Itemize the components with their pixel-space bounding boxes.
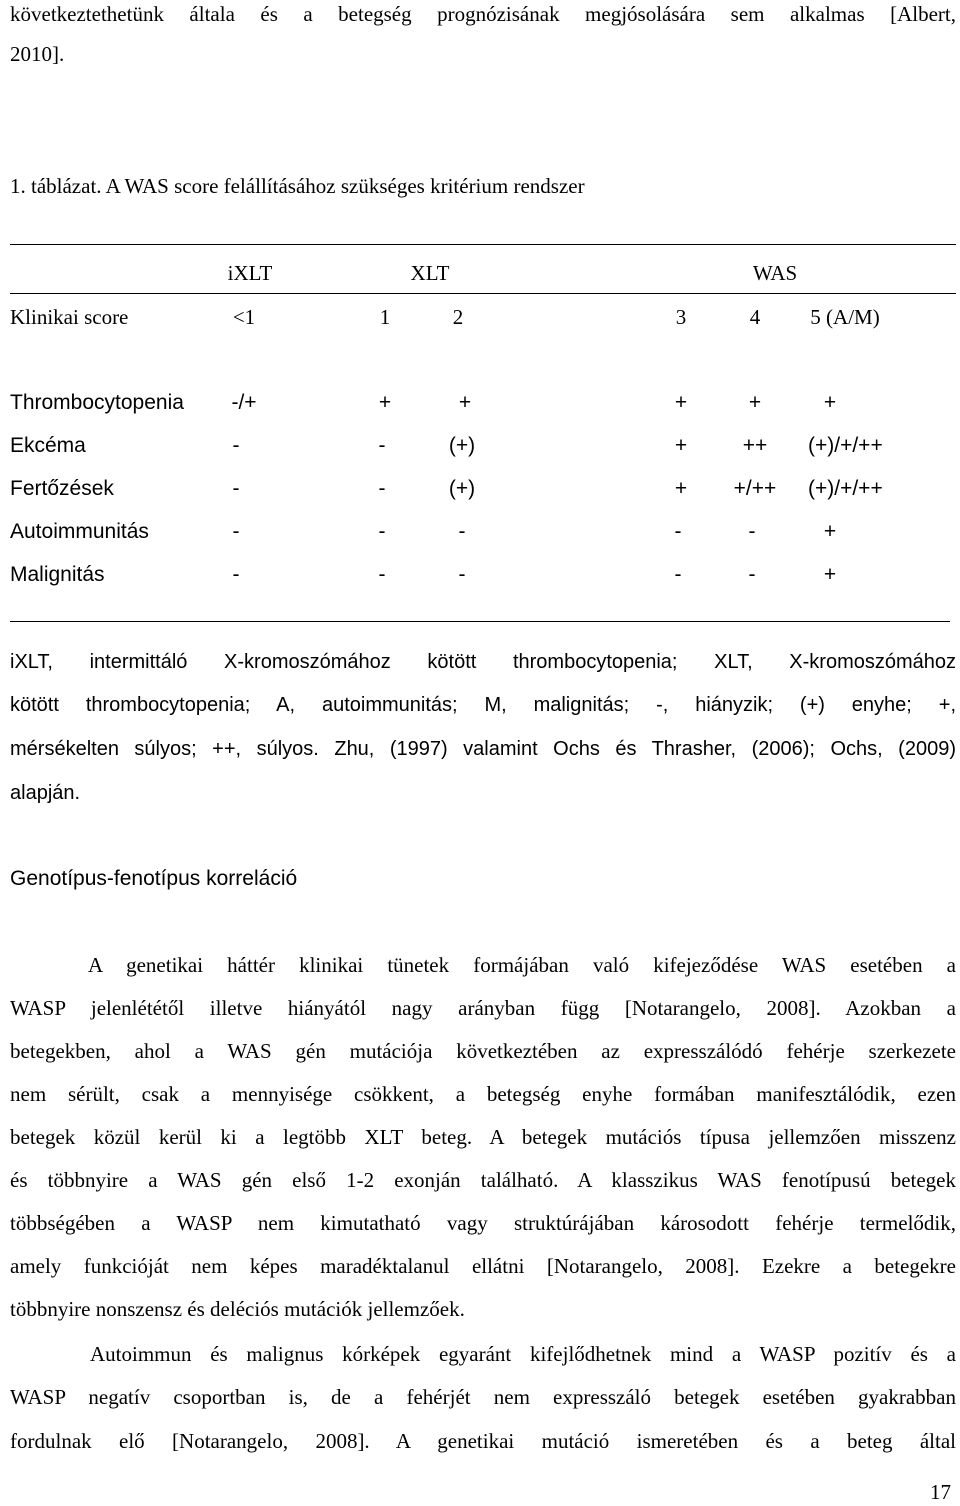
paragraph-1-line: nem sérült, csak a mennyisége csökkent, a betegség enyhe formában manifesztálódik, ezen: [10, 1082, 956, 1106]
table-cell: (+): [448, 477, 476, 500]
paragraph-1-line: amely funkcióját nem képes maradéktalanul ellátni [Notarangelo, 2008]. Ezekre a betegekre: [10, 1254, 956, 1278]
table-bottom-rule: [10, 621, 950, 622]
table-cell: -: [458, 520, 466, 543]
table-cell: -: [378, 520, 386, 543]
footnote-line-3: mérsékelten súlyos; ++, súlyos. Zhu, (1997) valamint Ochs és Thrasher, (2006); Ochs, (2009): [10, 738, 956, 760]
paragraph-1-line: WASP jelenlététől illetve hiányától nagy arányban függ [Notarangelo, 2008]. Azokban a: [10, 996, 956, 1020]
score-col-4: 3: [675, 305, 687, 329]
table-cell: +: [674, 477, 688, 500]
table-cell: +: [823, 520, 837, 543]
table-cell: -: [232, 563, 240, 586]
table-row-label: Fertőzések: [10, 477, 114, 500]
table-caption-text: A WAS score felállításához szükséges kritérium rendszer: [105, 174, 585, 198]
score-col-1: <1: [232, 305, 256, 329]
footnote-line-4: alapján.: [10, 782, 81, 804]
score-label: Klinikai score: [10, 305, 129, 329]
score-col-2: 1: [379, 305, 391, 329]
group-header-was: WAS: [752, 261, 798, 285]
table-cell: -: [748, 563, 756, 586]
footnote-line-1: iXLT, intermittáló X-kromoszómához kötött thrombocytopenia; XLT, X-kromoszómához: [10, 651, 956, 673]
paragraph-2-line: fordulnak elő [Notarangelo, 2008]. A genetikai mutáció ismeretében és a beteg által: [10, 1429, 956, 1453]
table-cell: +: [823, 563, 837, 586]
intro-line-1: következtethetünk általa és a betegség prognózisának megjósolására sem alkalmas [Albert,: [10, 2, 956, 26]
table-cell: -: [378, 563, 386, 586]
table-cell: -: [232, 477, 240, 500]
paragraph-1-line: betegek közül kerül ki a legtöbb XLT beteg. A betegek mutációs típusa jellemzően misszenz: [10, 1125, 956, 1149]
table-cell: -: [232, 434, 240, 457]
section-title: Genotípus-fenotípus korreláció: [10, 867, 298, 890]
table-cell: (+): [448, 434, 476, 457]
table-row-label: Ekcéma: [10, 434, 86, 457]
table-cell: -/+: [231, 391, 257, 414]
table-cell: +: [378, 391, 392, 414]
table-caption: [10, 172, 585, 200]
group-header-xlt: XLT: [410, 261, 450, 285]
paragraph-1-line: többségében a WASP nem kimutatható vagy struktúrájában károsodott fehérje termelődik,: [10, 1211, 956, 1235]
table-cell: (+)/+/++: [808, 477, 883, 500]
table-cell: -: [674, 520, 682, 543]
paragraph-2-line: Autoimmun és malignus kórképek egyaránt kifejlődhetnek mind a WASP pozitív és a: [90, 1342, 956, 1366]
intro-line-2: 2010].: [10, 42, 65, 66]
table-cell: +: [674, 391, 688, 414]
table-row-label: Malignitás: [10, 563, 105, 586]
table-row-label: Autoimmunitás: [10, 520, 149, 543]
table-cell: +: [823, 391, 837, 414]
table-cell: (+)/+/++: [808, 434, 883, 457]
group-header-ixlt: iXLT: [227, 261, 273, 285]
table-cell: ++: [742, 434, 768, 457]
table-cell: -: [378, 477, 386, 500]
table-cell: -: [674, 563, 682, 586]
score-col-6: 5 (A/M): [810, 305, 880, 329]
score-col-5: 4: [749, 305, 761, 329]
table-cell: +/++: [733, 477, 777, 500]
score-col-3: 2: [452, 305, 464, 329]
table-cell: +: [458, 391, 472, 414]
paragraph-1-line: többnyire nonszensz és deléciós mutációk jellemzőek.: [10, 1297, 465, 1321]
paragraph-1-line: és többnyire a WAS gén első 1-2 exonján található. A klasszikus WAS fenotípusú betegek: [10, 1168, 956, 1192]
table-caption-label: 1. táblázat.: [10, 174, 102, 198]
table-header-rule: [10, 293, 956, 294]
table-cell: -: [748, 520, 756, 543]
paragraph-1-line: betegekben, ahol a WAS gén mutációja következtében az expresszálódó fehérje szerkezete: [10, 1039, 956, 1063]
table-cell: +: [748, 391, 762, 414]
footnote-line-2: kötött thrombocytopenia; A, autoimmunitás; M, malignitás; -, hiányzik; (+) enyhe; +,: [10, 694, 956, 716]
table-cell: -: [458, 563, 466, 586]
table-row-label: Thrombocytopenia: [10, 391, 184, 414]
page-number: 17: [930, 1480, 951, 1504]
table-cell: +: [674, 434, 688, 457]
table-cell: -: [378, 434, 386, 457]
table-top-rule: [10, 244, 956, 245]
table-cell: -: [232, 520, 240, 543]
paragraph-2-line: WASP negatív csoportban is, de a fehérjét nem expresszáló betegek esetében gyakrabban: [10, 1385, 956, 1409]
paragraph-1-line: A genetikai háttér klinikai tünetek formájában való kifejeződése WAS esetében a: [88, 953, 956, 977]
